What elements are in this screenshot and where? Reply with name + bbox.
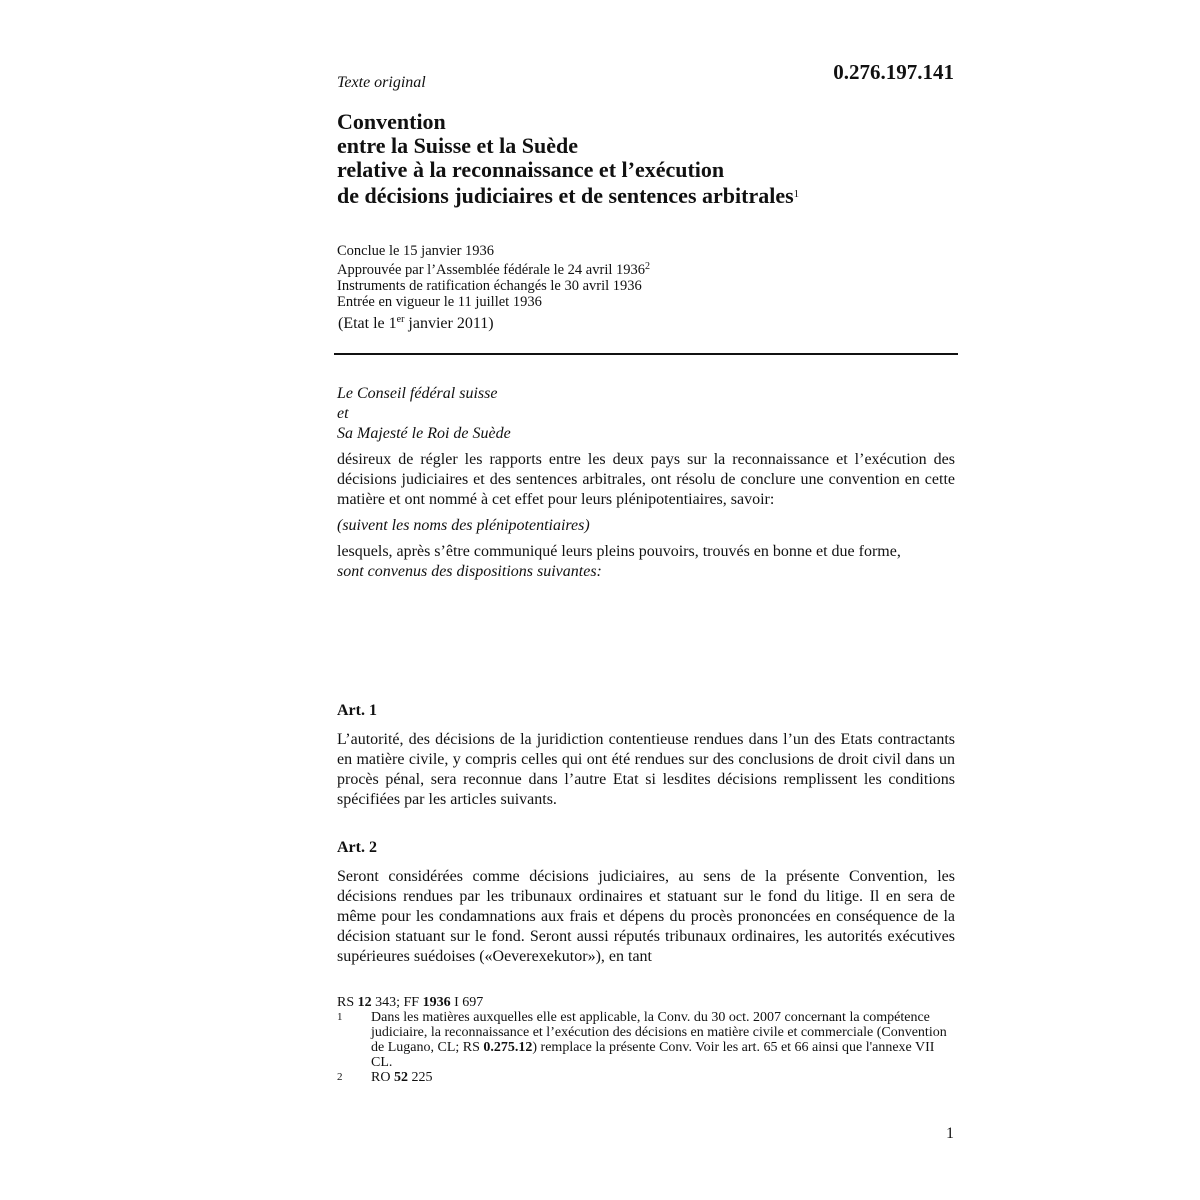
title-line-3: relative à la reconnaissance et l’exécution	[337, 157, 725, 182]
document-title	[337, 110, 957, 208]
footnote-2	[337, 1070, 957, 1085]
footnote-2-text: RO 52 225	[371, 1070, 433, 1085]
footnote-source: RS 12 343; FF 1936 I 697	[337, 995, 484, 1010]
title-line-2: entre la Suisse et la Suède	[337, 133, 578, 158]
convention-metadata	[337, 243, 957, 310]
preamble-closing: sont convenus des dispositions suivantes:	[337, 563, 602, 580]
preamble-paragraph-1: désireux de régler les rapports entre les deux pays sur la reconnaissance et l’exécution des décisions judiciaires et des sentences arbitrales, ont résolu de conclure une convention en cette matière et ont nommé à cet effet pour leurs plénipotentiaires, savoir:	[337, 451, 955, 508]
preamble-party-2: Sa Majesté le Roi de Suède	[337, 425, 511, 442]
footnote-1-text: Dans les matières auxquelles elle est applicable, la Conv. du 30 oct. 2007 concernant la compétence judiciaire, la reconnaissance et l’exécution des décisions en matière civile et commerciale (Convention de Lugano, CL; RS 0.275.12) remplace la présente Conv. Voir les art. 65 et 66 ainsi que l'annexe VII CL.	[371, 1010, 947, 1070]
meta-conclue: Conclue le 15 janvier 1936	[337, 243, 495, 259]
meta-entree: Entrée en vigueur le 11 juillet 1936	[337, 294, 542, 310]
footnote-1	[337, 1010, 957, 1070]
preamble	[337, 384, 955, 582]
preamble-party-1: Le Conseil fédéral suisse	[337, 385, 498, 402]
article-2-text: Seront considérées comme décisions judiciaires, au sens de la présente Convention, les décisions rendues par les tribunaux ordinaires et statuant sur le fond du litige. Il en sera de même pour les condamnations aux frais et dépens du procès prononcées en conséquence de la décision statuant sur le fond. Seront aussi réputés tribunaux ordinaires, les autorités exécutives supérieures suédoises («Oeverexekutor»), en tant	[337, 868, 955, 965]
article-1-heading: Art. 1	[337, 702, 377, 719]
meta-instruments: Instruments de ratification échangés le 30 avril 1936	[337, 278, 642, 294]
footnote-2-number: 2	[337, 1071, 343, 1083]
title-footnote-ref[interactable]: 1	[793, 188, 800, 200]
title-line-4: de décisions judiciaires et de sentences arbitrales$^1$	[337, 183, 800, 208]
texte-original-label: Texte original	[337, 74, 426, 91]
footnotes	[337, 995, 957, 1085]
preamble-paragraph-2: lesquels, après s’être communiqué leurs pleins pouvoirs, trouvés en bonne et due forme,	[337, 543, 901, 560]
approuvee-footnote-ref[interactable]: 2	[645, 261, 651, 272]
sr-number: 0.276.197.141	[833, 60, 954, 84]
header-rule	[334, 353, 958, 355]
preamble-et: et	[337, 405, 349, 422]
meta-approuvee: Approuvée par l’Assemblée fédérale le 24 avril 1936$^2$	[337, 261, 651, 278]
article-1-text: L’autorité, des décisions de la juridiction contentieuse rendues dans l’un des Etats contractants en matière civile, y compris celles qui ont été rendues sur des conclusions de droit civil dans un procès pénal, sera reconnue dans l’autre Etat si lesdites décisions remplissent les conditions spécifiées par les articles suivants.	[337, 731, 955, 808]
footnote-1-number: 1	[337, 1011, 343, 1023]
article-2-heading: Art. 2	[337, 839, 377, 856]
etat-date: (Etat le 1er janvier 2011)	[338, 314, 494, 332]
title-line-1: Convention	[337, 109, 446, 134]
page-number: 1	[946, 1125, 954, 1142]
preamble-names-note: (suivent les noms des plénipotentiaires)	[337, 517, 590, 534]
